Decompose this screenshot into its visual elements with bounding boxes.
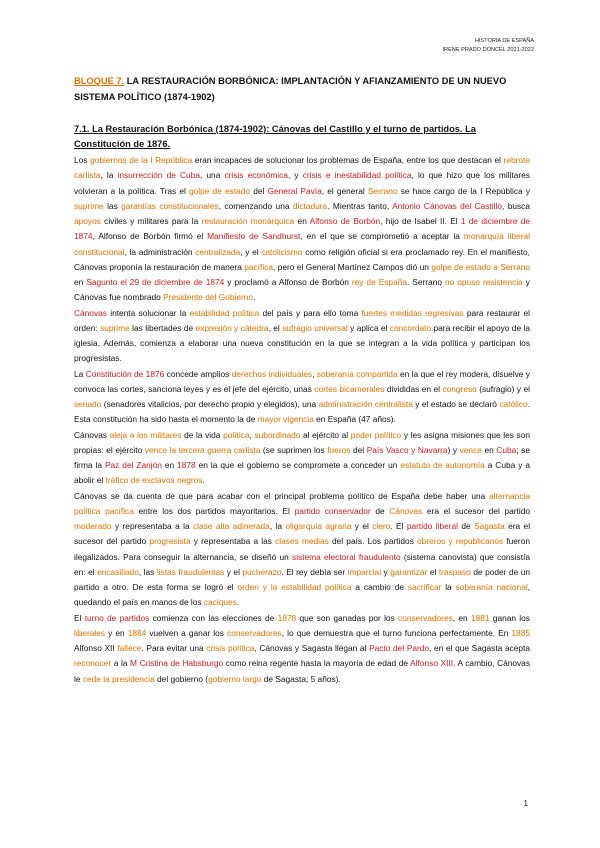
page-number: 1 [523,799,528,808]
text-run: civiles y militares para la [100,216,202,226]
highlight-orange: Presidente del Gobierno [163,292,254,303]
text-run: , la administración [124,246,196,257]
highlight-orange: restauración monárquica [201,216,295,226]
text-run: del [250,185,268,196]
highlight-orange: rebrote carlista [74,155,530,181]
highlight-red: País Vasco y Navarra [366,444,448,455]
text-run: a Cuba y a abolir el [74,460,530,486]
text-run: eran incapaces de solucionar los problemas de España, entre los que destacan el [192,155,504,165]
highlight-orange: conservadores [398,612,453,623]
highlight-orange: reconocer [74,658,112,669]
highlight-orange: golpe de estado a Serrano [431,261,530,272]
highlight-red: Sagunto el 29 de diciembre de 1874 [86,277,225,287]
text-run: , y [287,170,303,181]
text-run: en [294,216,310,226]
highlight-orange: moderado [74,521,112,531]
highlight-orange: Serrano [367,185,398,196]
header-author: IRENE PRADO DONCEL 2021-2022 [442,47,534,53]
highlight-orange: 1881 [470,612,490,623]
highlight-orange: vence [459,444,482,455]
highlight-red: M Cristina de Habsburgo [130,658,224,669]
highlight-red: 1 de diciembre de 1874 [74,216,530,242]
highlight-orange: 1885 [511,627,530,638]
text-run: , [312,368,317,379]
text-run: en la que el gobierno se compromete a conceder un [195,460,401,470]
highlight-orange: subordinado [254,429,301,440]
text-run: . Para evitar una [141,643,207,653]
highlight-red: General Pavía [267,185,322,196]
document-body [74,153,530,687]
highlight-red: Paz del Zanjón [104,460,162,470]
text-run: y les asigna misiones que les son propias: el ejército [74,429,530,455]
paragraph [74,611,530,687]
highlight-red: Cánovas [74,307,107,318]
text-run: era el sucesor del partido [74,521,531,547]
text-run: y el [351,521,373,531]
header-course: HISTORIA DE ESPAÑA [474,38,534,44]
highlight-orange: política [223,429,250,440]
text-run: que son ganadas por los [296,612,399,623]
text-run: ganan los [489,612,530,623]
text-run: , la [100,170,118,181]
highlight-orange: fuertes medidas regresivas [361,307,464,318]
highlight-orange: fueros [327,444,351,455]
highlight-red: Constitución de 1876 [85,368,165,379]
text-run: , Alfonso de Borbón firmó el [92,231,208,242]
highlight-orange: mayor vigencia [257,414,314,425]
text-run: de poder de un partido a otro. De esta forma se logró el [74,566,531,592]
text-run: comienza con las elecciones de [149,612,278,623]
highlight-red: partido conservador [294,505,371,516]
highlight-orange: pacífica [244,261,273,272]
text-run: como religión oficial si era proclamado rey. En el manifiesto, Cánovas proponía la restauración de manera [74,246,530,272]
text-run: de [370,505,390,516]
highlight-orange: rey de España [351,277,407,287]
text-run: , y el [240,246,262,257]
text-run: ; se firma la [74,444,530,470]
highlight-red: insurrección de Cuba [117,170,200,181]
highlight-orange: sufragio universal [282,322,348,333]
text-run: en [161,460,178,470]
text-run: Alfonso XII [74,643,118,653]
text-run: La [74,368,86,379]
text-run: era el sucesor del partido [422,505,530,516]
highlight-orange: dictadura [292,200,328,211]
text-run: del gobierno ( [154,673,209,684]
text-run: , hijo de Isabel II. El [380,216,461,226]
highlight-orange: caciques [203,597,237,608]
highlight-red: turno de partidos [84,612,150,623]
text-run: . [236,597,240,608]
highlight-orange: cede la presidencia [82,673,155,684]
highlight-red: Alfonso de Borbón [309,216,381,226]
highlight-orange: estabilidad política [189,307,260,318]
highlight-orange: golpe de estado [188,185,251,196]
paragraph [74,367,530,428]
highlight-orange: monarquía liberal constitucional [74,231,530,257]
document-header [442,37,534,55]
text-run: , las [138,566,157,577]
text-run: y aplica el [347,322,390,333]
text-run: y el [224,566,243,577]
highlight-orange: 1878 [277,612,297,623]
highlight-orange: apoyos [74,216,101,226]
text-run: del país. Los partidos [328,536,418,547]
text-run: concede amplios [164,368,232,379]
text-run: . Mientras tanto, [327,200,393,211]
text-run: Cánovas se da cuenta de que para acabar con el principal problema político de España debe haber una [74,490,490,501]
highlight-orange: traspaso [438,566,471,577]
text-run: y en [105,627,128,638]
text-run: , el [268,322,283,333]
text-run: de [458,521,475,531]
highlight-orange: tráfico de esclavos negros [105,475,203,486]
highlight-orange: fallece [117,643,142,653]
text-run: del país y para ello toma [259,307,362,318]
text-run: y Cánovas fue nombrado [74,277,530,303]
highlight-orange: sacrificar [407,582,442,592]
highlight-orange: congreso [442,383,477,394]
highlight-orange: centralizada [195,246,241,257]
text-run: la [441,582,456,592]
highlight-orange: 1884 [127,627,147,638]
highlight-orange: garantizar [390,566,428,577]
section-title [74,74,534,105]
text-run: en España (47 años). [313,414,396,425]
highlight-orange: gobierno largo [208,673,262,684]
paragraph [74,428,530,489]
highlight-orange: no opuso resistencia [444,277,523,287]
highlight-orange: Cánovas [389,505,423,516]
highlight-orange: católico [499,399,528,409]
text-run: Los [74,155,91,165]
text-run: (sufragio) y el [476,383,531,394]
highlight-orange: aleja a los militares [109,429,182,440]
highlight-orange: clases medias [275,536,329,547]
highlight-red: Manifiesto de Sandhurst [207,231,301,242]
text-run: las libertades de [129,322,196,333]
highlight-orange: alternancia política pacífica [74,490,530,516]
text-run: El [74,612,85,623]
text-run: y el estado se declaró [412,399,500,409]
text-run: a cambio de [351,582,408,592]
text-run: , Cánovas y Sagasta llegan al [254,643,370,653]
highlight-orange: estatuto de autonomía [400,460,485,470]
text-run: y representaba a la [111,521,193,531]
highlight-orange: encasillado [97,566,139,577]
highlight-orange: imparcial [347,566,382,577]
text-run: fueron ilegalizados. Para conseguir la alternancia, se diseñó un [74,536,530,562]
title-text: LA RESTAURACIÓN BORBÓNICA: IMPLANTACIÓN Y AFIANZAMIENTO DE UN NUEVO SISTEMA POLÍTICO (1874-1902) [74,76,507,102]
text-run: para recibir el apoyo de la iglesia. Además, comienza a elaborar una nueva constitución en la que se integran a la vida política y participan los progresistas. [74,322,530,364]
text-run: del [350,444,367,455]
text-run: (se suprimen los [260,444,328,455]
text-run: (sistema canovista) que consistía en: el [74,551,530,577]
highlight-orange: catolicismo [261,246,303,257]
subsection-title: 7.1. La Restauración Borbónica (1874-1902): Cánovas del Castillo y el turno de partidos. La Constitución de 1876. [74,124,476,150]
text-run: , comenzando una [218,200,293,211]
text-run: y representaba a las [190,536,276,547]
text-run: como reina regente hasta la mayoría de edad de [223,658,411,669]
text-run: al ejército al [300,429,351,440]
text-run: , en el que se comprometió a aceptar la [300,231,464,242]
highlight-orange: progresista [149,536,191,547]
text-run: . El rey debía ser [281,566,348,577]
text-run: a la [111,658,131,669]
text-run: , en el que Sagasta acepta [429,643,530,653]
highlight-orange: gobiernos de la I República [90,155,193,165]
text-run: , en [452,612,471,623]
text-run: . [202,475,205,486]
text-run: , quedando el país en manos de los [74,582,531,608]
text-run: , lo que demuestra que el turno funciona perfectamente. En [281,627,512,638]
text-run: vuelven a ganar los [146,627,228,638]
highlight-orange: soberanía compartida [316,368,398,379]
text-run: las [103,200,122,211]
text-run: , busca [502,200,530,211]
highlight-orange: vence la tercera guerra carlista [144,444,261,455]
highlight-red: partido liberal [406,521,459,531]
highlight-orange: senado [74,399,102,409]
text-run: el [427,566,439,577]
highlight-orange: suprime [74,200,104,211]
highlight-orange: oligarquía agraria [285,521,352,531]
text-run: en [481,444,497,455]
highlight-orange: liberales [74,627,106,638]
highlight-orange: garantías constitucionales [121,200,219,211]
highlight-red: sistema electoral fraudulento [292,551,401,562]
paragraph [74,306,530,367]
text-run: divididas en el [384,383,443,394]
paragraph [74,153,530,306]
text-run: intenta solucionar la [106,307,190,318]
text-run: ) y [447,444,460,455]
text-run: . A cambio, Cánovas le [74,658,530,684]
highlight-red: Antonio Cánovas del Castillo [392,200,502,211]
highlight-orange: clero [372,521,391,531]
text-run: . Serrano [407,277,445,287]
text-run: de la vida [181,429,224,440]
highlight-red: 1878 [177,460,196,470]
text-run: . [253,292,256,303]
text-run: para restaurar el orden: [74,307,530,333]
text-run: , pero el General Martínez Campos dió un [273,261,432,272]
highlight-orange: pucherazo [242,566,282,577]
highlight-red: Alfonso XIII [410,658,454,669]
text-run: , el general [321,185,368,196]
highlight-orange: suprime [100,322,130,333]
highlight-red: crisis económica [224,170,288,181]
highlight-orange: derechos individuales [231,368,313,379]
text-run: en [74,277,87,287]
text-run: en la que el rey modera, disuelve y convoca las cortes, sanciona leyes y es el jefe del ejército, unas [74,368,530,394]
highlight-orange: listas fraudulentas [156,566,225,577]
highlight-orange: crisis política [206,643,255,653]
highlight-orange: Sagasta [474,521,505,531]
text-run: . Esta constitución ha sido hasta el momento la de [74,399,530,425]
highlight-red: Cuba [496,444,517,455]
highlight-orange: clase alta adinerada [192,521,270,531]
highlight-orange: conservadores [227,627,282,638]
text-run: , lo que hizo que los militares volvieran a la política. Tras el [74,170,530,196]
text-run: entre los dos partidos mayoritarios. El [133,505,295,516]
text-run: de Sagasta; 5 años). [261,673,341,684]
paragraph [74,489,530,611]
text-run: (senadores vitalicios, por derecho propio y elegidos), una [101,399,319,409]
highlight-red: crisis e inestabilidad política [302,170,412,181]
text-run: y [381,566,391,577]
highlight-orange: expresión y cátedra [195,322,269,333]
highlight-orange: administración centralista [318,399,413,409]
text-run: Cánovas [74,429,110,440]
title-block-label: BLOQUE 7. [74,76,125,86]
text-run: . El [390,521,407,531]
text-run: , [249,429,255,440]
text-run: , una [199,170,225,181]
highlight-orange: concordato [389,322,432,333]
highlight-orange: cortes bicamerales [314,383,385,394]
text-run: , la [269,521,286,531]
highlight-orange: soberanía nacional [455,582,528,592]
highlight-red: Pacto del Pardo [369,643,430,653]
highlight-orange: obreros y republicanos [417,536,504,547]
highlight-orange: poder político [350,429,402,440]
highlight-orange: orden y la estabilidad política [237,582,352,592]
text-run: se hace cargo de la I República y [397,185,530,196]
text-run: y proclamó a Alfonso de Borbón [224,277,352,287]
